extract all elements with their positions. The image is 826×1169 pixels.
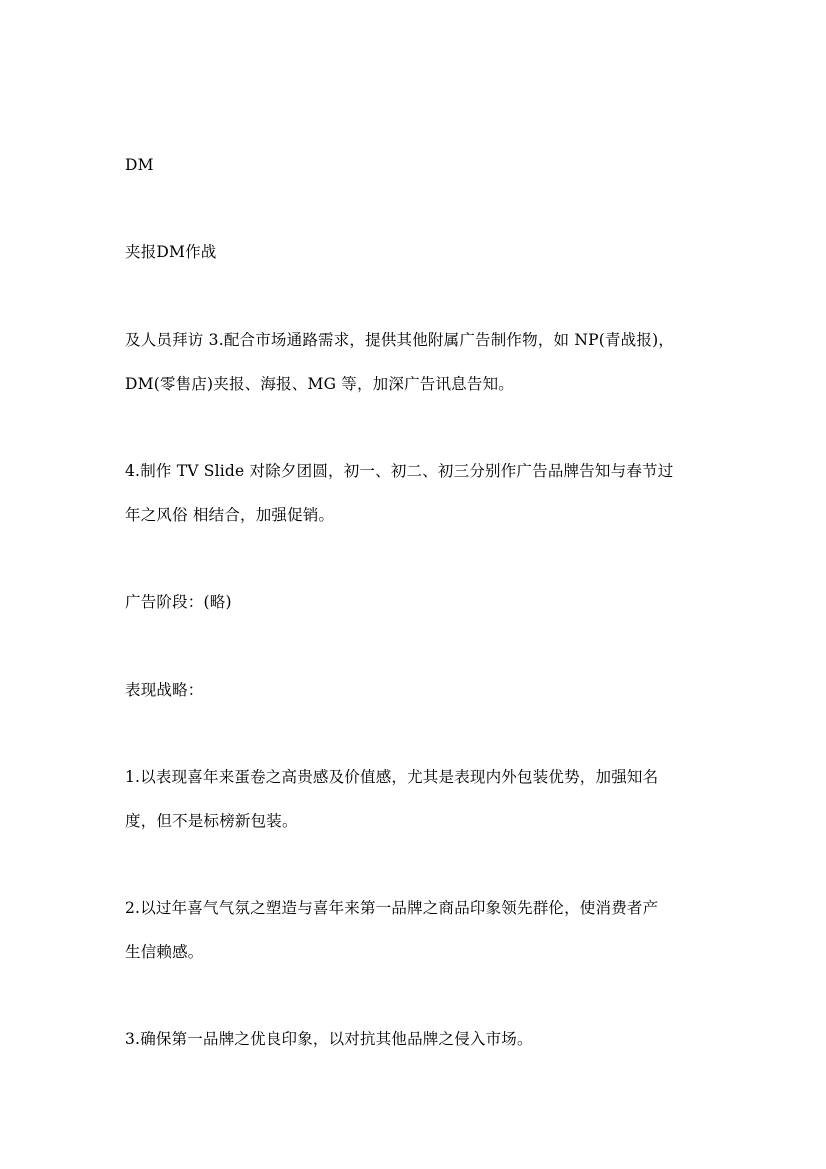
text-line-strategy-3: 3.确保第一品牌之优良印象，以对抗其他品牌之侵入市场。 xyxy=(125,1030,533,1048)
text-line-strategy-1-b: 度，但不是标榜新包装。 xyxy=(125,812,298,830)
text-line-paragraph-4-a: 4.制作 TV Slide 对除夕团圆，初一、初二、初三分别作广告品牌告知与春节过 xyxy=(125,462,674,480)
text-line-dm: DM xyxy=(125,156,154,174)
text-line-strategy-2-b: 生信赖感。 xyxy=(125,943,204,961)
text-line-strategy-heading: 表现战略： xyxy=(125,681,204,699)
text-line-strategy-1-a: 1.以表现喜年来蛋卷之高贵感及价值感，尤其是表现内外包装优势，加强知名 xyxy=(125,768,659,786)
text-line-paragraph-3-a: 及人员拜访 3.配合市场通路需求，提供其他附属广告制作物，如 NP(青战报)， xyxy=(125,331,675,349)
text-line-paragraph-3-b: DM(零售店)夹报、海报、MG 等，加深广告讯息告知。 xyxy=(125,375,514,393)
text-line-paragraph-4-b: 年之风俗 相结合，加强促销。 xyxy=(125,506,335,524)
text-line-strategy-2-a: 2.以过年喜气气氛之塑造与喜年来第一品牌之商品印象领先群伦，使消费者产 xyxy=(125,899,659,917)
text-line-dm-campaign: 夹报DM作战 xyxy=(125,243,217,261)
text-line-ad-stage: 广告阶段：(略) xyxy=(125,593,232,611)
